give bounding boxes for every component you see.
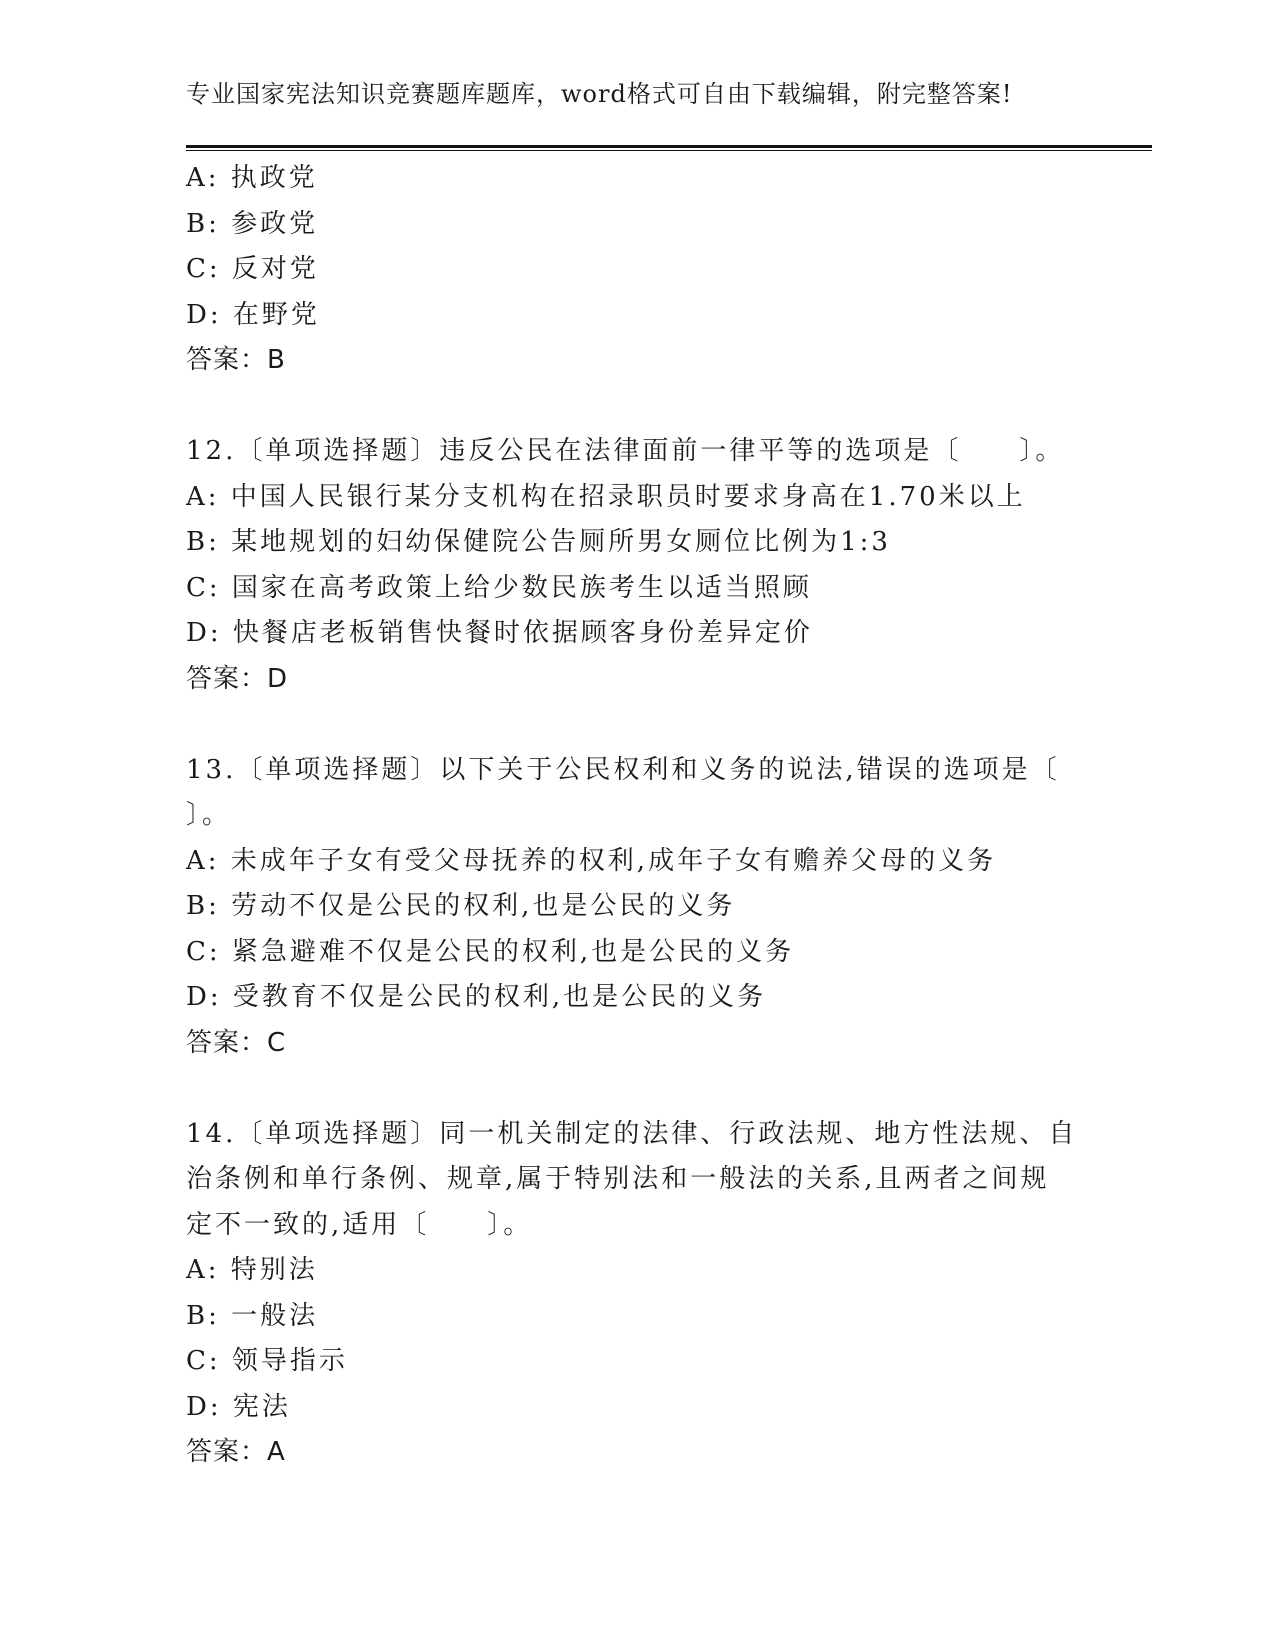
option-d: D: 宪法 [186, 1391, 291, 1422]
option-a: A: 未成年子女有受父母抚养的权利,成年子女有赡养父母的义务 [186, 845, 997, 876]
answer-line: 答案：A [186, 1437, 286, 1467]
option-c: C: 反对党 [186, 254, 319, 284]
question-content [186, 156, 1086, 1476]
option-c: C: 领导指示 [186, 1346, 348, 1376]
question-11-block [186, 156, 1086, 384]
option-d: D: 在野党 [186, 299, 320, 330]
option-a: A: 执政党 [186, 163, 318, 193]
question-14-block [186, 1112, 1086, 1476]
question-12-block [186, 429, 1086, 702]
header-rule-thin [186, 150, 1152, 151]
option-b: B: 参政党 [186, 208, 319, 239]
spacer [186, 384, 1086, 430]
question-text-line-1: 14.〔单项选择题〕同一机关制定的法律、行政法规、地方性法规、自 [186, 1118, 1078, 1149]
option-d: D: 受教育不仅是公民的权利,也是公民的义务 [186, 982, 767, 1012]
question-text-line-3: 定不一致的,适用〔 〕。 [186, 1209, 533, 1240]
question-text-line-2: 治条例和单行条例、规章,属于特别法和一般法的关系,且两者之间规 [186, 1164, 1050, 1194]
option-a: A: 特别法 [186, 1255, 318, 1285]
option-b: B: 劳动不仅是公民的权利,也是公民的义务 [186, 891, 736, 921]
page-header: 专业国家宪法知识竞赛题库题库，word格式可自由下载编辑，附完整答案! [186, 80, 1013, 108]
option-c: C: 国家在高考政策上给少数民族考生以适当照顾 [186, 572, 812, 603]
question-13-block [186, 748, 1086, 1067]
option-d: D: 快餐店老板销售快餐时依据顾客身份差异定价 [186, 618, 813, 648]
answer-line: 答案：C [186, 1027, 287, 1058]
option-b: B: 某地规划的妇幼保健院公告厕所男女厕位比例为1:3 [186, 527, 891, 557]
spacer [186, 1066, 1086, 1112]
header-rule-thick [186, 145, 1152, 148]
option-b: B: 一般法 [186, 1300, 319, 1331]
answer-line: 答案：D [186, 663, 289, 694]
question-text: 12.〔单项选择题〕违反公民在法律面前一律平等的选项是〔 〕。 [186, 436, 1065, 466]
spacer [186, 702, 1086, 748]
question-text-line-2: 〕。 [186, 800, 232, 830]
option-a: A: 中国人民银行某分支机构在招录职员时要求身高在1.70米以上 [186, 481, 1026, 512]
option-c: C: 紧急避难不仅是公民的权利,也是公民的义务 [186, 936, 795, 967]
answer-line: 答案：B [186, 345, 286, 375]
question-text-line-1: 13.〔单项选择题〕以下关于公民权利和义务的说法,错误的选项是〔 [186, 754, 1060, 785]
